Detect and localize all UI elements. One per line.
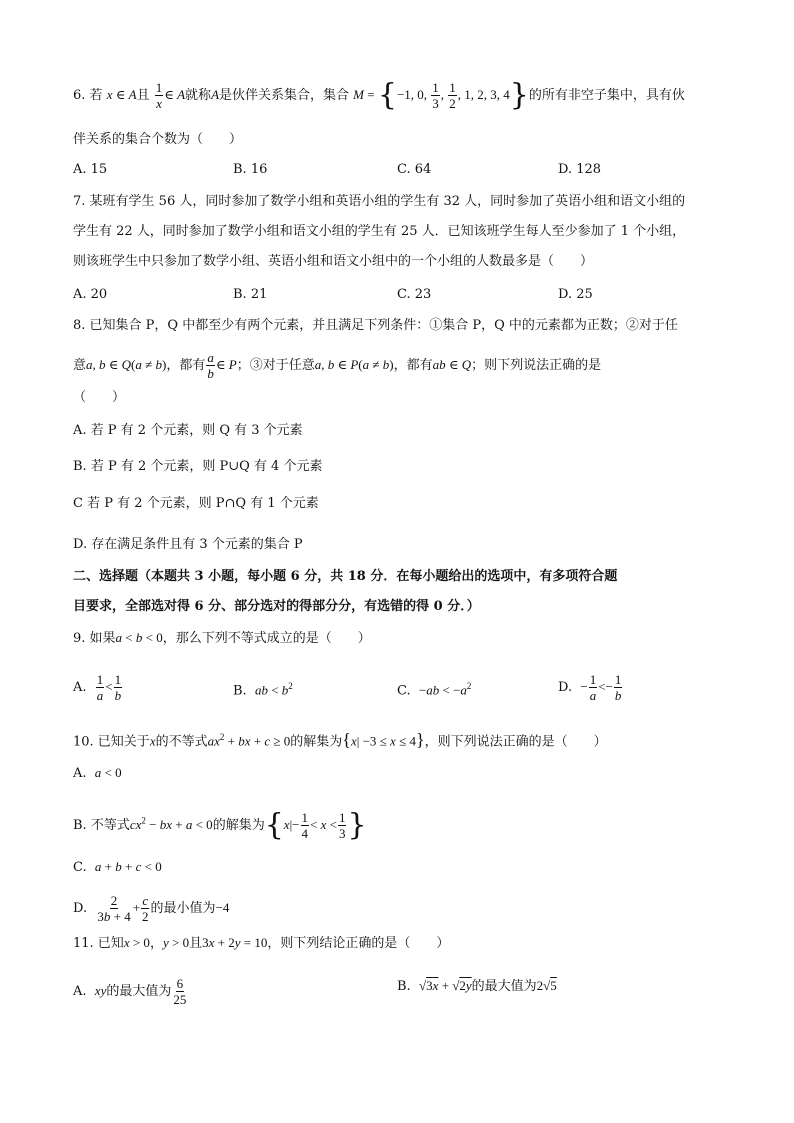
q10-option-d: D. $\frac{2}{3b + 4}$ + $\frac{c}{2}$ 的最小值为−4 [73, 893, 230, 924]
q6-text-5: 的所有非空子集中，具有伙 [528, 88, 685, 103]
q6-text-1: 若 [89, 88, 103, 103]
q8-text-b: ，都有 [166, 358, 206, 373]
q9-label-c: C. [397, 683, 411, 699]
q6-line2: 伴关系的集合个数为（ ） [73, 132, 243, 147]
q11-stem-d: ，则下列结论正确的是（ ） [267, 936, 450, 951]
q11-label-b: B. [397, 979, 411, 994]
q6-line1: 6. 若 x ∈ A且 $\frac{1}{x}$ ∈ A就称A是伙伴关系集合，集合 M = {−1, 0, $\frac{1}{3}$ , $\frac{1}{2}$ , 1, 2, 3, 4}的所有非空子集中，具有伙 [73, 77, 685, 113]
q8-option-b: B. 若 P 有 2 个元素，则 P∪Q 有 4 个元素 [73, 459, 323, 474]
q9-stem-b: ，那么下列不等式成立的是（ ） [162, 631, 371, 646]
q11-stem: 11. 已知x > 0，y > 0且3x + 2y = 10，则下列结论正确的是（ ） [73, 935, 450, 951]
q10-option-b-text-a: B. 不等式 [73, 818, 130, 833]
q10-option-a: A. a < 0 [73, 765, 122, 781]
q10-stem-c: 的解集为 [290, 734, 343, 750]
q10-stem-a: 10. 已知关于 [73, 734, 150, 750]
q7-line1: 7. 某班有学生 56 人，同时参加了数学小组和英语小组的学生有 32 人，同时参加了英语小组和语文小组的 [73, 194, 686, 209]
q11-label-a: A. [73, 984, 87, 999]
q11-stem-a: 11. 已知 [73, 936, 124, 951]
q6-text-3: 就称 [185, 88, 212, 103]
q10-label-d: D. [73, 901, 88, 916]
q7-line3: 则该班学生中只参加了数学小组、英语小组和语文小组中的一个小组的人数最多是（ ） [73, 254, 594, 269]
q6-option-c: C. 64 [397, 162, 432, 177]
q9-label-a: A. [73, 680, 87, 695]
q9-label-d: D. [558, 680, 573, 695]
q10-label-a: A. [73, 766, 87, 781]
q8-text-d: ，都有 [393, 358, 433, 373]
q10-option-b: B. 不等式$cx^2$ − bx + a < 0的解集为{x|− $\frac{1}{4}$ < x < $\frac{1}{3}$ } [73, 807, 367, 843]
q6-option-d: D. 128 [558, 162, 602, 177]
q9-option-c: C. $-ab < -a^2$ [397, 681, 472, 699]
q11-option-b-text: 的最大值为 [471, 979, 537, 994]
q7-option-c: C. 23 [397, 287, 432, 302]
q10-option-b-text-b: 的解集为 [212, 818, 265, 833]
q6-text-4: 是伙伴关系集合，集合 [219, 88, 350, 103]
q8-option-d: D. 存在满足条件且有 3 个元素的集合 P [73, 537, 303, 552]
q6-option-b: B. 16 [233, 162, 268, 177]
q7-option-b: B. 21 [233, 287, 268, 302]
q6-text-2: 且 [136, 88, 150, 103]
q7-line2: 学生有 22 人，同时参加了数学小组和语文小组的学生有 25 人．已知该班学生每人至少参加了 1 个小组， [73, 224, 686, 239]
q9-option-b: B. ab < $b^2$ [233, 681, 293, 699]
q11-option-b: B. √3x + √2y的最大值为2√5 [397, 978, 557, 994]
q9-label-b: B. [233, 683, 247, 699]
q7-option-d: D. 25 [558, 287, 593, 302]
q10-option-c: C. a + b + c < 0 [73, 859, 162, 875]
q10-option-d-text: 的最小值为 [150, 901, 216, 916]
q9-stem: 9. 如果a < b < 0，那么下列不等式成立的是（ ） [73, 630, 371, 646]
q11-stem-b: ， [149, 936, 163, 951]
q9-option-d: D. − $\frac{1}{a}$ <− $\frac{1}{b}$ [558, 672, 622, 703]
q7-option-a: A. 20 [73, 287, 108, 302]
q8-text-e: ；则下列说法正确的是 [471, 358, 602, 373]
q6-option-a: A. 15 [73, 162, 108, 177]
q8-line3: （ ） [73, 390, 126, 405]
q8-line1: 8. 已知集合 P，Q 中都至少有两个元素，并且满足下列条件：①集合 P，Q 中的元素都为正数；②对于任 [73, 318, 678, 333]
q8-text-a: 意 [73, 358, 87, 373]
q11-option-a: A. xy的最大值为 $\frac{6}{25}$ [73, 976, 187, 1007]
q10-label-c: C. [73, 860, 87, 875]
q10-stem: 10. 已知关于x的不等式$ax^2$ + bx + c ≥ 0的解集为{x| −3 ≤ x ≤ 4}，则下列说法正确的是（ ） [73, 729, 607, 750]
q8-option-a: A. 若 P 有 2 个元素，则 Q 有 3 个元素 [73, 423, 303, 438]
section2-line2: 目要求，全部选对得 6 分、部分选对的得部分分，有选错的得 0 分．） [73, 599, 480, 614]
q8-option-c: C 若 P 有 2 个元素，则 P∩Q 有 1 个元素 [73, 496, 319, 511]
q11-stem-c: 且 [189, 936, 203, 951]
q6-number: 6. [73, 88, 86, 103]
q9-option-a: A. $\frac{1}{a}$ < $\frac{1}{b}$ [73, 672, 122, 703]
q9-stem-a: 9. 如果 [73, 631, 116, 646]
q8-text-c: ；③对于任意 [236, 358, 315, 373]
q10-stem-b: 的不等式 [155, 734, 208, 750]
section2-line1: 二、选择题（本题共 3 小题，每小题 6 分，共 18 分．在每小题给出的选项中，有多项符合题 [73, 569, 618, 584]
q8-line2: 意a, b ∈ Q(a ≠ b)，都有 $\frac{a}{b}$ ∈ P；③对于任意a, b ∈ P(a ≠ b)，都有ab ∈ Q；则下列说法正确的是 [73, 350, 602, 381]
q11-option-a-text: 的最大值为 [106, 984, 172, 999]
q10-stem-d: ，则下列说法正确的是（ ） [424, 734, 607, 750]
